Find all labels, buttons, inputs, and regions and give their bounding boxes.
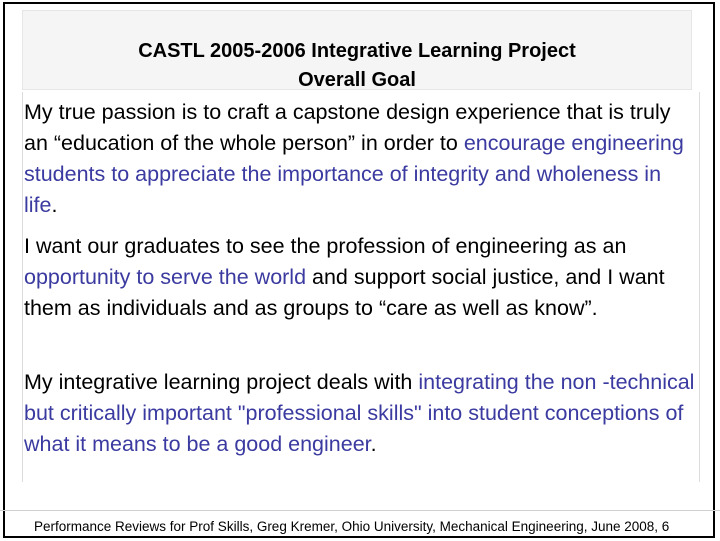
title-line-2: Overall Goal	[298, 69, 416, 91]
paragraph-text: .	[51, 193, 58, 217]
slide-title	[23, 37, 691, 95]
highlighted-text: encourage engineering students to appreciate the importance of integrity and wholeness in life	[24, 131, 684, 217]
paragraph-text: My true passion is to craft a capstone design experience that is truly an “education of the whole person” in order to	[24, 100, 671, 155]
highlighted-text: integrating the non -technical but critically important "professional skills" into student conceptions of what it means to be a good engineer	[24, 370, 695, 456]
paragraph-1	[24, 97, 696, 221]
title-line-1: CASTL 2005-2006 Integrative Learning Project	[138, 40, 576, 62]
paragraph-text: My integrative learning project deals with	[24, 370, 419, 394]
paragraph-text: and support social justice, and I want them as individuals and as groups to “care as well as know”.	[24, 265, 665, 320]
footer-text	[34, 519, 669, 535]
highlighted-text: opportunity to serve the world	[24, 265, 307, 289]
page-number: 6	[661, 519, 670, 534]
paragraph-text: I want our graduates to see the profession of engineering as an	[24, 234, 627, 258]
footer-credit: Performance Reviews for Prof Skills, Greg Kremer, Ohio University, Mechanical Engineering, June 2008,	[34, 519, 659, 534]
paragraph-text: .	[370, 432, 377, 456]
paragraph-2	[24, 231, 696, 324]
paragraph-3	[24, 367, 696, 460]
footer	[0, 510, 720, 541]
title-box	[22, 10, 692, 90]
